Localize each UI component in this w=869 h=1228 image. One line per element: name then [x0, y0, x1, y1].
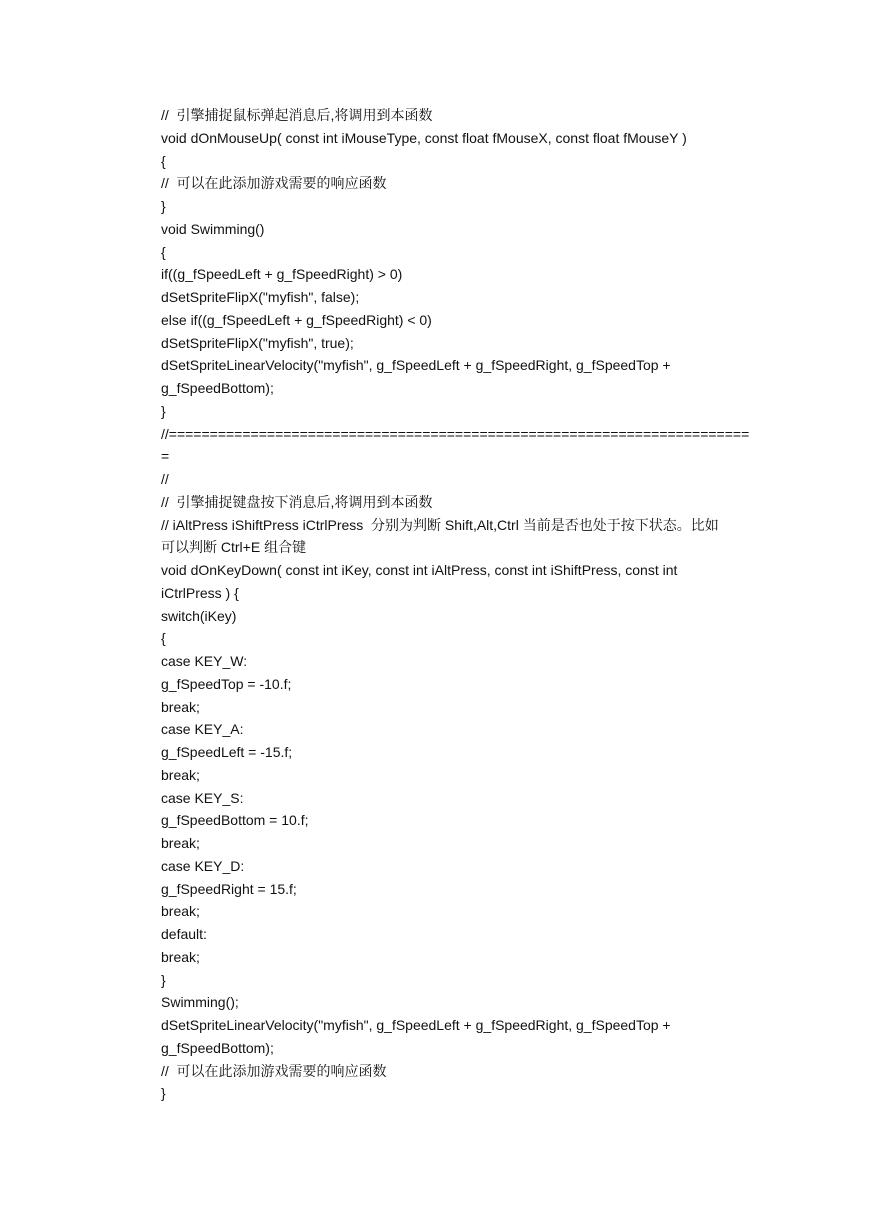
code-line: g_fSpeedTop = -10.f;: [161, 675, 292, 692]
code-line: {: [161, 630, 166, 647]
code-line: case KEY_S:: [161, 789, 244, 806]
code-line: // 可以在此添加游戏需要的响应函数: [161, 175, 387, 192]
code-line: iCtrlPress ) {: [161, 584, 239, 601]
code-line: =: [161, 448, 170, 465]
code-line: }: [161, 971, 166, 988]
code-line: g_fSpeedBottom);: [161, 380, 274, 396]
code-listing: [161, 104, 761, 1105]
code-line: // iAltPress iShiftPress iCtrlPress 分别为判断 Shift,Alt,Ctrl 当前是否也处于按下状态。比如: [161, 516, 719, 533]
code-line: break;: [161, 835, 200, 851]
code-line: break;: [161, 698, 200, 715]
code-line: break;: [161, 948, 200, 965]
code-line: g_fSpeedLeft = -15.f;: [161, 744, 293, 760]
code-line: 可以判断 Ctrl+E 组合键: [161, 539, 307, 556]
code-line: dSetSpriteFlipX("myfish", true);: [161, 334, 354, 351]
code-line: // 引擎捕捉键盘按下消息后,将调用到本函数: [161, 493, 433, 510]
code-line: case KEY_W:: [161, 653, 248, 669]
code-line: Swimming();: [161, 994, 239, 1011]
code-line: break;: [161, 766, 200, 783]
code-line: case KEY_A:: [161, 721, 244, 738]
code-line: dSetSpriteFlipX("myfish", false);: [161, 289, 360, 305]
code-line: void Swimming(): [161, 220, 265, 237]
code-line: void dOnMouseUp( const int iMouseType, const float fMouseX, const float fMouseY ): [161, 129, 687, 146]
code-line: g_fSpeedBottom = 10.f;: [161, 812, 309, 829]
code-line: //=======================================================================: [161, 425, 750, 442]
code-line: void dOnKeyDown( const int iKey, const int iAltPress, const int iShiftPress, const int: [161, 562, 678, 578]
code-line: break;: [161, 903, 200, 920]
code-line: g_fSpeedRight = 15.f;: [161, 880, 297, 897]
code-line: }: [161, 402, 166, 419]
code-line: dSetSpriteLinearVelocity("myfish", g_fSpeedLeft + g_fSpeedRight, g_fSpeedTop +: [161, 357, 671, 374]
code-line: else if((g_fSpeedLeft + g_fSpeedRight) < 0): [161, 311, 432, 328]
code-line: }: [161, 1085, 166, 1102]
code-line: // 可以在此添加游戏需要的响应函数: [161, 1062, 387, 1079]
code-line: {: [161, 152, 166, 169]
code-line: if((g_fSpeedLeft + g_fSpeedRight) > 0): [161, 266, 403, 283]
code-line: case KEY_D:: [161, 857, 245, 874]
code-line: // 引擎捕捉鼠标弹起消息后,将调用到本函数: [161, 107, 433, 123]
code-line: {: [161, 243, 166, 260]
code-line: dSetSpriteLinearVelocity("myfish", g_fSpeedLeft + g_fSpeedRight, g_fSpeedTop +: [161, 1017, 671, 1033]
code-line: switch(iKey): [161, 607, 237, 624]
code-line: }: [161, 198, 166, 214]
code-line: g_fSpeedBottom);: [161, 1039, 274, 1056]
code-line: default:: [161, 926, 207, 942]
code-line: //: [161, 471, 169, 487]
